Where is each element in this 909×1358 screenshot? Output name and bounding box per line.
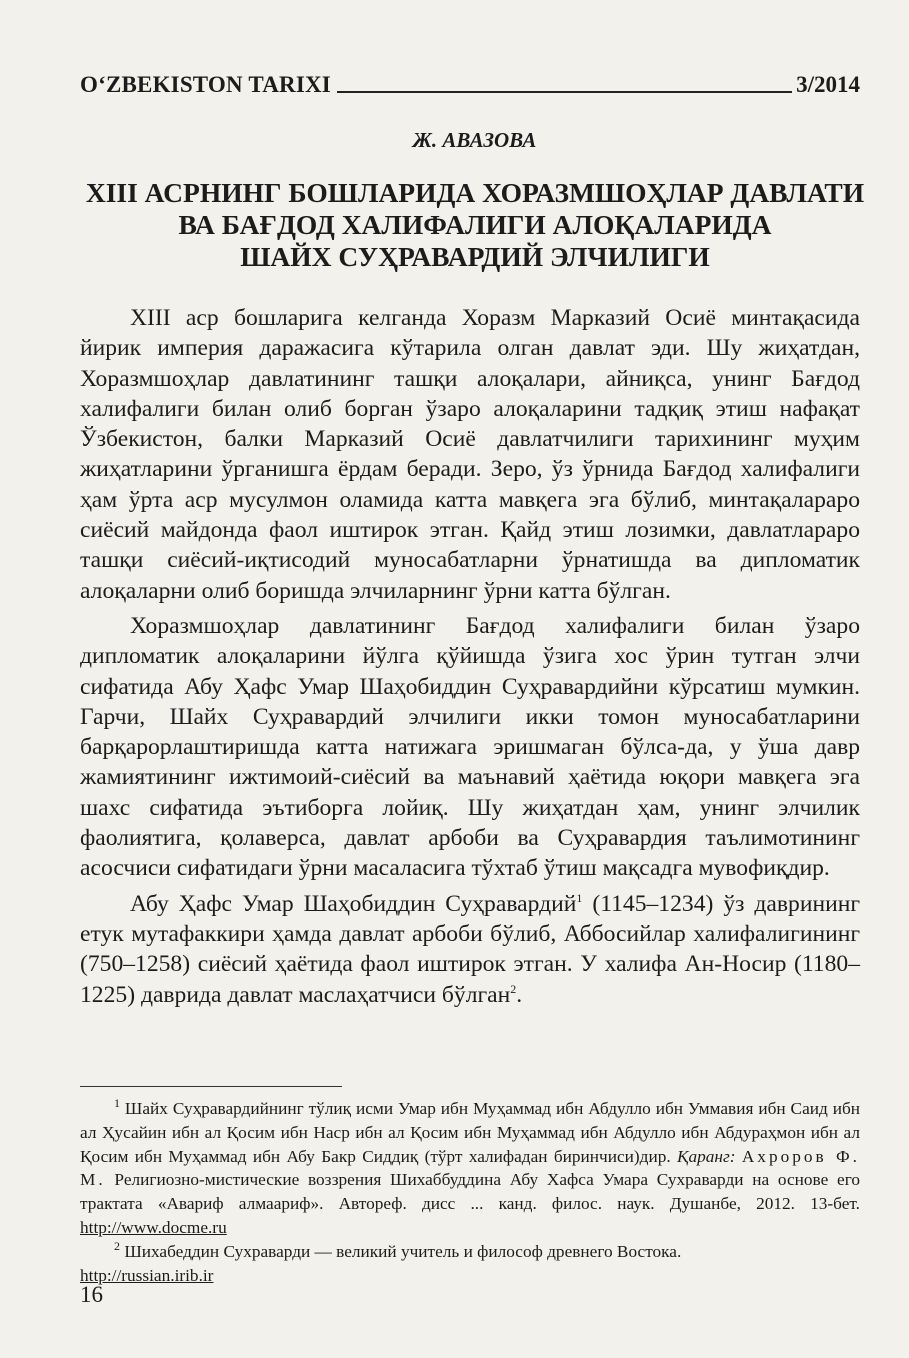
- footnote-2: [80, 1240, 860, 1288]
- paragraph-3-rest: (1145–1234) ўз даврининг етук мутафаккири ҳамда давлат арбоби бўлиб, Аббосийлар халифалигининг (750–1258) сиёсий ҳаётида фаол иштирок этган. У халифа Ан-Носир (1180–1225) даврида давлат маслаҳатчиси бўлган: [80, 890, 861, 1008]
- running-header: [80, 68, 860, 98]
- footnote-1-link[interactable]: http://www.docme.ru: [80, 1217, 227, 1237]
- footnotes: [80, 1097, 860, 1287]
- page-number: 16: [80, 1282, 103, 1307]
- footnote-2-link[interactable]: http://russian.irib.ir: [80, 1265, 214, 1285]
- title-line-3: ШАЙХ СУҲРАВАРДИЙ ЭЛЧИЛИГИ: [240, 241, 710, 272]
- title-line-1: XIII АСРНИНГ БОШЛАРИДА ХОРАЗМШОҲЛАР ДАВЛАТИ: [85, 177, 865, 208]
- footnote-ref-2[interactable]: 2: [510, 981, 517, 996]
- header-rule: [337, 91, 792, 93]
- footnote-2-number: 2: [114, 1239, 120, 1254]
- footnote-1-rest: Религиозно-мистические воззрения Шихаббуддина Абу Хафса Умара Сухраварди на основе его трактата «Авариф алмаариф». Автореф. дисс ... канд. филос. наук. Душанбе, 2012. 13-бет.: [80, 1170, 860, 1214]
- footnote-1-number: 1: [114, 1096, 120, 1111]
- paragraph-1: XIII аср бошларига келганда Хоразм Марказий Осиё минтақасида йирик империя даражасига кўтарила олган давлат эди. Шу жиҳатдан, Хоразмшоҳлар давлатининг ташқи алоқалари, айниқса, унинг Бағдод халифалиги билан олиб борган ўзаро алоқаларини тадқиқ этиш нафақат Ўзбекистон, балки Марказий Осиё давлатчилиги тарихининг муҳим жиҳатларини ўрганишга ёрдам беради. Зеро, ўз ўрнида Бағдод халифалиги ҳам ўрта аср мусулмон оламида катта мавқега эга бўлиб, минтақалараро сиёсий майдонда фаол иштирок этган. Қайд этиш лозимки, давлатлараро ташқи сиёсий-иқтисодий муносабатларни ўрнатишда ва дипломатик алоқаларни олиб боришда элчиларнинг ўрни катта бўлган.: [80, 305, 860, 604]
- issue-number: 3/2014: [796, 72, 860, 97]
- footnote-ref-1[interactable]: 1: [576, 890, 583, 905]
- paragraph-3: [80, 889, 860, 1010]
- article-body: [80, 303, 860, 1010]
- footnote-2-text: Шихабеддин Сухраварди — великий учитель и философ древнего Востока.: [120, 1241, 682, 1261]
- title-line-2: ВА БАҒДОД ХАЛИФАЛИГИ АЛОҚАЛАРИДА: [178, 209, 772, 240]
- footnote-1: [80, 1097, 860, 1240]
- article-author: Ж. АВАЗОВА: [412, 128, 537, 152]
- article-title: [80, 177, 870, 273]
- footnote-separator: [80, 1086, 342, 1087]
- footnote-1-text: Шайх Суҳравардийнинг тўлиқ исми Умар ибн Муҳаммад ибн Абдулло ибн Уммавия ибн Саид ибн ал Ҳусайин ибн ал Қосим ибн Наср ибн ал Қосим ибн Муҳаммад ибн Абдулло ибн Абдураҳмон ибн ал Қосим ибн Муҳаммад ибн Абу Бакр Сиддиқ (тўрт халифадан биринчиси)дир.: [80, 1099, 860, 1166]
- footnote-1-see: Қаранг:: [677, 1146, 736, 1166]
- footnote-1-author: Ахроров Ф. М.: [80, 1146, 860, 1190]
- paragraph-2: Хоразмшоҳлар давлатининг Бағдод халифалиги билан ўзаро дипломатик алоқаларини йўлга қўйишда ўзига хос ўрин тутган элчи сифатида Абу Ҳафс Умар Шаҳобиддин Суҳравардийни кўрсатиш мумкин. Гарчи, Шайх Суҳравардий элчилиги икки томон муносабатларини барқарорлаштиришда катта натижага эришмаган бўлса-да, у ўша давр жамиятининг ижтимоий-сиёсий ва маънавий ҳаётида юқори мавқега эга шахс сифатида эътиборга лойиқ. Шу жиҳатдан ҳам, унинг элчилик фаолиятига, қолаверса, давлат арбоби ва Суҳравардия таълимотининг асосчиси сифатидаги ўрни масаласига тўхтаб ўтиш мақсадга мувофиқдир.: [80, 612, 860, 882]
- journal-name: O‘ZBEKISTON TARIXI: [80, 72, 331, 97]
- paragraph-3-start: Абу Ҳафс Умар Шаҳобиддин Суҳравардий: [130, 890, 577, 917]
- paragraph-3-end: .: [516, 981, 523, 1008]
